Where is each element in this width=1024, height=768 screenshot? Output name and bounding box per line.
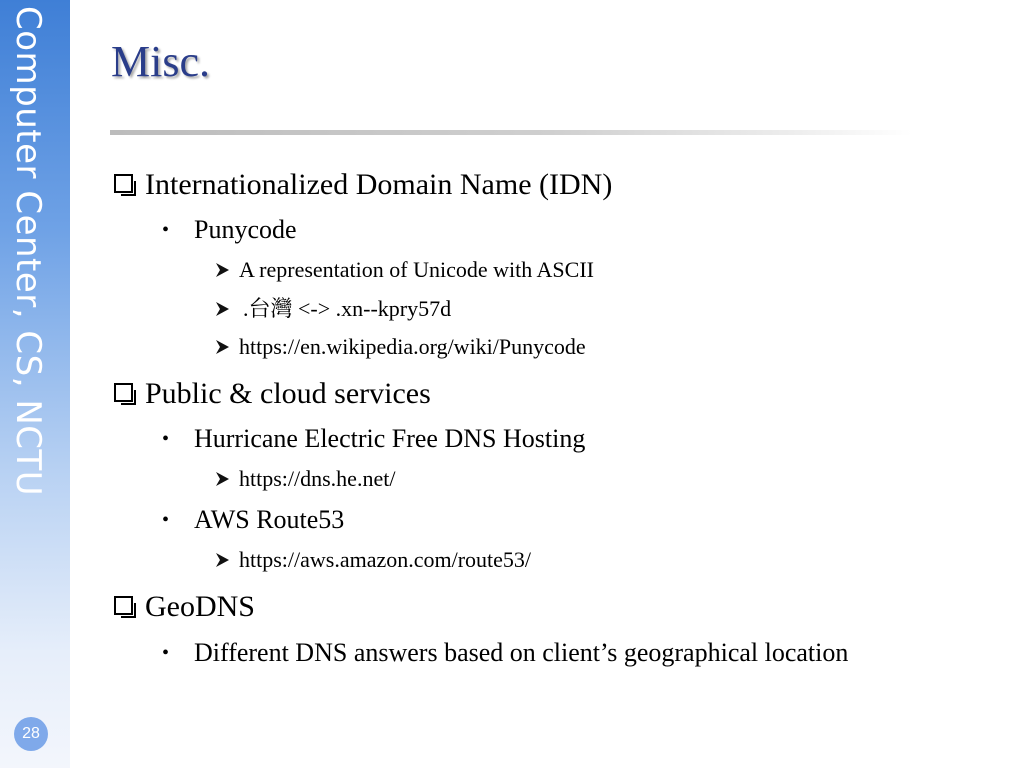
sub-bullet-link[interactable]: https://en.wikipedia.org/wiki/Punycode [239, 334, 586, 359]
sidebar-label: Computer Center, CS, NCTU [8, 6, 48, 497]
sub-bullet-link[interactable]: https://aws.amazon.com/route53/ [239, 547, 532, 572]
bullet-item [162, 214, 297, 246]
sub-bullet-item [214, 546, 531, 574]
bullet-item [162, 504, 344, 536]
bullet-dot-icon: • [162, 219, 170, 241]
page-number-badge: 28 [14, 717, 48, 751]
bullet-text: Hurricane Electric Free DNS Hosting [194, 424, 586, 453]
arrow-bullet-icon [214, 262, 239, 278]
checkbox-bullet-icon [114, 383, 133, 402]
section-heading-idn [114, 167, 612, 203]
section-heading-text: Public & cloud services [145, 377, 431, 410]
bullet-text: Different DNS answers based on client’s geographical location [194, 638, 849, 667]
bullet-item [162, 423, 585, 455]
arrow-bullet-icon [214, 301, 239, 317]
section-heading-text: Internationalized Domain Name (IDN) [145, 168, 613, 201]
sub-bullet-item [214, 256, 594, 284]
bullet-dot-icon: • [162, 509, 170, 531]
section-heading-text: GeoDNS [145, 590, 255, 623]
sub-bullet-item [214, 333, 586, 361]
arrow-bullet-icon [214, 471, 239, 487]
section-heading-cloud [114, 376, 431, 412]
sub-bullet-link[interactable]: https://dns.he.net/ [239, 466, 396, 491]
arrow-bullet-icon [214, 339, 239, 355]
checkbox-bullet-icon [114, 174, 133, 193]
checkbox-bullet-icon [114, 596, 133, 615]
sub-bullet-text: .台灣 <-> .xn--kpry57d [243, 296, 452, 321]
bullet-dot-icon: • [162, 428, 170, 450]
sub-bullet-item [214, 465, 395, 493]
bullet-item [162, 637, 848, 669]
sub-bullet-text: A representation of Unicode with ASCII [239, 257, 594, 282]
page-title: Misc. [111, 37, 210, 86]
arrow-bullet-icon [214, 552, 239, 568]
bullet-dot-icon: • [162, 642, 170, 664]
bullet-text: Punycode [194, 215, 297, 244]
sub-bullet-item [214, 295, 451, 323]
bullet-text: AWS Route53 [194, 505, 345, 534]
section-heading-geodns [114, 589, 255, 625]
